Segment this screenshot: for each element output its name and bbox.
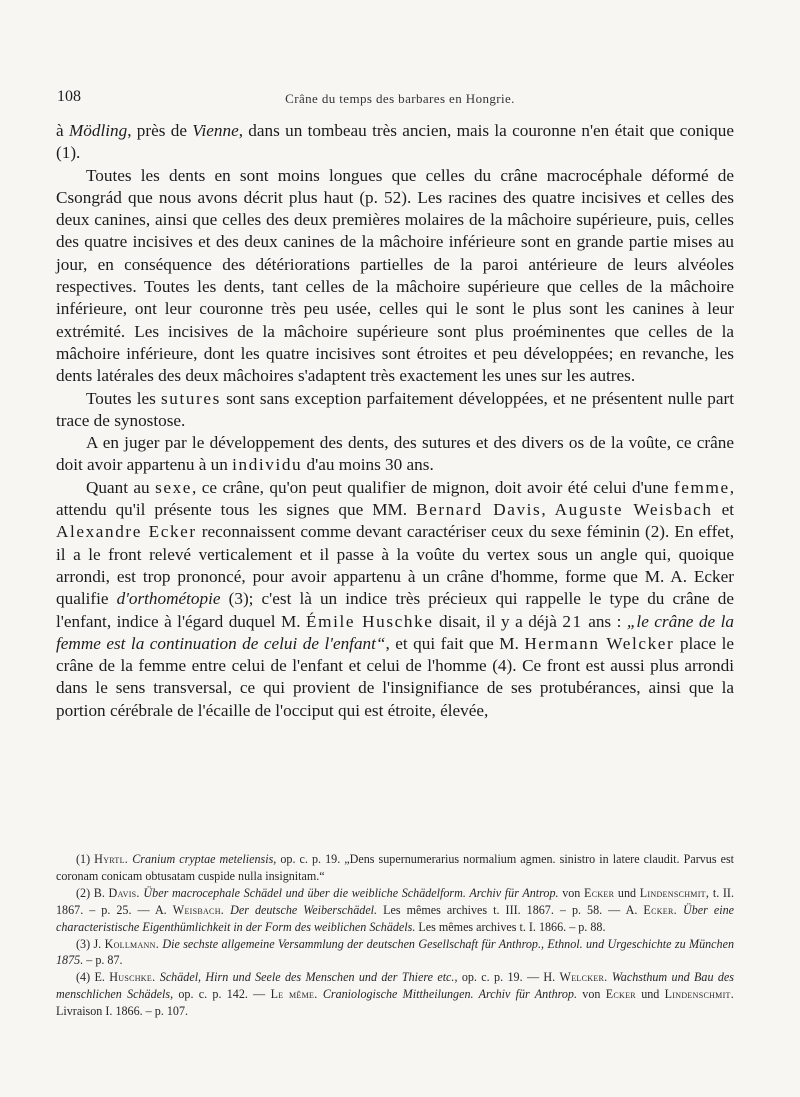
italic-term: d'orthométopie	[116, 589, 221, 609]
footnotes	[56, 851, 734, 1020]
author-name: Le même.	[270, 987, 318, 1002]
paragraph-4: A en juger par le développement des dents, des sutures et des divers os de la voûte, ce crâne doit avoir appartenu à un individu d'au moins 30 ans.	[56, 433, 734, 475]
spaced-term: sutures	[161, 388, 221, 408]
author-name: Émile Huschke	[306, 611, 434, 631]
footnote-2: (2) B. Davis. Über macrocephale Schädel und über die weibliche Schädelform. Archiv für Antrop. von Ecker und Lindenschmit, t. II. 1867. – p. 25. — A. Weisbach. Der deutsche Weiberschädel. Les mêmes archives t. III. 1867. – p. 58. — A. Ecker. Über eine characteristische Eigenthümlichkeit in der Form des weiblichen Schädels. Les mêmes archives t. I. 1866. – p. 88.	[56, 885, 734, 934]
spaced-term: individu	[232, 455, 303, 475]
author-name: Bernard Davis	[416, 500, 542, 520]
author-name: Hermann Welcker	[524, 633, 675, 653]
author-name: Hyrtl.	[94, 852, 129, 866]
body-text	[56, 120, 734, 722]
paragraph-3: Toutes les sutures sont sans exception parfaitement développées, et ne présentent nulle part trace de synostose.	[56, 388, 735, 430]
footnote-3: (3) J. Kollmann. Die sechste allgemeine Versammlung der deutschen Gesellschaft für Anthrop., Ethnol. und Urgeschichte zu München 1875. – p. 87.	[56, 936, 734, 968]
page-number: 108	[57, 88, 81, 105]
paragraph-5: Quant au sexe, ce crâne, qu'on peut qualifier de mignon, doit avoir été celui d'une femme, attendu qu'il présente tous les signes que MM. Bernard Davis, Auguste Weisbach et Alexandre Ecker reconnaissent comme devant caractériser ceux du sexe féminin (2). En effet, il a le front relevé verticalement et il passe à la voûte du vertex sous un angle qui, quoique arrondi, est trop prononcé, pour avoir appartenu à un crâne d'homme, forme que M. A. Ecker qualifie d'orthométopie (3); c'est là un indice très précieux qui rappelle le type du crâne de l'enfant, indice à l'égard duquel M. Émile Huschke disait, il y a déjà 21 ans : „le crâne de la femme est la continuation de celui de l'enfant“, et qui fait que M. Hermann Welcker place le crâne de la femme entre celui de l'enfant et celui de l'homme (4). Ce front est aussi plus arrondi dans le sens transversal, ce qui provient de l'insignifiance de ses protubérances, ainsi que la portion cérébrale de l'écaille de l'occiput qui est étroite, élevée,	[56, 477, 735, 720]
author-name: Alexandre Ecker	[56, 522, 197, 542]
author-name: Ecker.	[643, 902, 677, 917]
work-title: Schädel, Hirn und Seele des Menschen und der Thiere etc.,	[159, 970, 458, 985]
author-name: Huschke.	[109, 970, 156, 985]
paragraph-2: Toutes les dents en sont moins longues que celles du crâne macrocéphale déformé de Csongrád que nous avons décrit plus haut (p. 52). Les racines des quatre incisives et celles des deux canines, ainsi que celles des deux premières molaires de la mâchoire supérieure, puis, celles des quatre incisives et des deux canines de la mâchoire inférieure sont en grande partie mises au jour, en conséquence des détériorations partielles de la paroi antérieure de leurs alvéoles respectives. Toutes les dents, tant celles de la mâchoire supérieure que celles de la mâchoire inférieure, ont leur couronne très peu usée, celles qui le sont le plus sont les canines à leur extrémité. Les incisives de la mâchoire supérieure sont plus proéminentes que celles de la mâchoire inférieure, dont les quatre incisives sont étroites et peu développées; en revanche, les dents latérales des deux mâchoires s'adaptent très exactement les unes sur les autres.	[56, 165, 734, 386]
author-name: Davis.	[108, 885, 140, 900]
spaced-number: 21	[562, 611, 583, 631]
author-name: Kollmann.	[104, 936, 160, 951]
author-name: Lindenschmit,	[639, 885, 710, 900]
author-name: Ecker	[584, 885, 615, 900]
author-name: Welcker.	[559, 970, 608, 985]
paragraph-1: à Mödling, près de Vienne, dans un tombeau très ancien, mais la couronne n'en était que conique (1).	[56, 121, 734, 163]
footnote-4: (4) E. Huschke. Schädel, Hirn und Seele des Menschen und der Thiere etc., op. c. p. 19. — H. Welcker. Wachsthum und Bau des menschlichen Schädels, op. c. p. 142. — Le même. Craniologische Mittheilungen. Archiv für Anthrop. von Ecker und Lindenschmit. Livraison I. 1866. – p. 107.	[56, 970, 735, 1019]
author-name: Ecker	[605, 987, 636, 1002]
work-title: Craniologische Mittheilungen. Archiv für Anthrop.	[322, 987, 578, 1002]
running-title: Crâne du temps des barbares en Hongrie.	[285, 91, 515, 106]
work-title: Über macrocephale Schädel und über die weibliche Schädelform. Archiv für Antrop.	[143, 885, 559, 900]
author-name: Lindenschmit.	[664, 987, 735, 1002]
work-title: Cranium cryptae meteliensis,	[132, 852, 277, 866]
spaced-term: femme	[673, 477, 730, 497]
work-title: Über eine characteristische Eigenthümlichkeit in der Form des weiblichen Schädels.	[56, 902, 734, 934]
work-title: Die sechste allgemeine Versammlung der deutschen Gesellschaft für Anthrop., Ethnol. und Urgeschichte zu München 1875.	[56, 936, 734, 968]
work-title: Wachsthum und Bau des menschlichen Schädels,	[56, 970, 734, 1002]
work-title: Der deutsche Weiberschädel.	[230, 902, 378, 917]
place-name: Mödling	[68, 121, 128, 140]
author-name: Weisbach.	[172, 902, 225, 917]
place-name: Vienne	[192, 121, 239, 140]
footnote-1: (1) Hyrtl. Cranium cryptae meteliensis, op. c. p. 19. „Dens supernumerarius normalium agmen. sinistro in latere claudit. Parvus est coronam conicam obtusatam cuspide nulla insignitam.“	[56, 852, 735, 883]
quotation: „le crâne de la femme est la continuation de celui de l'enfant“	[56, 611, 734, 653]
spaced-term: sexe	[155, 477, 193, 497]
author-name: Auguste Weisbach	[554, 500, 713, 520]
